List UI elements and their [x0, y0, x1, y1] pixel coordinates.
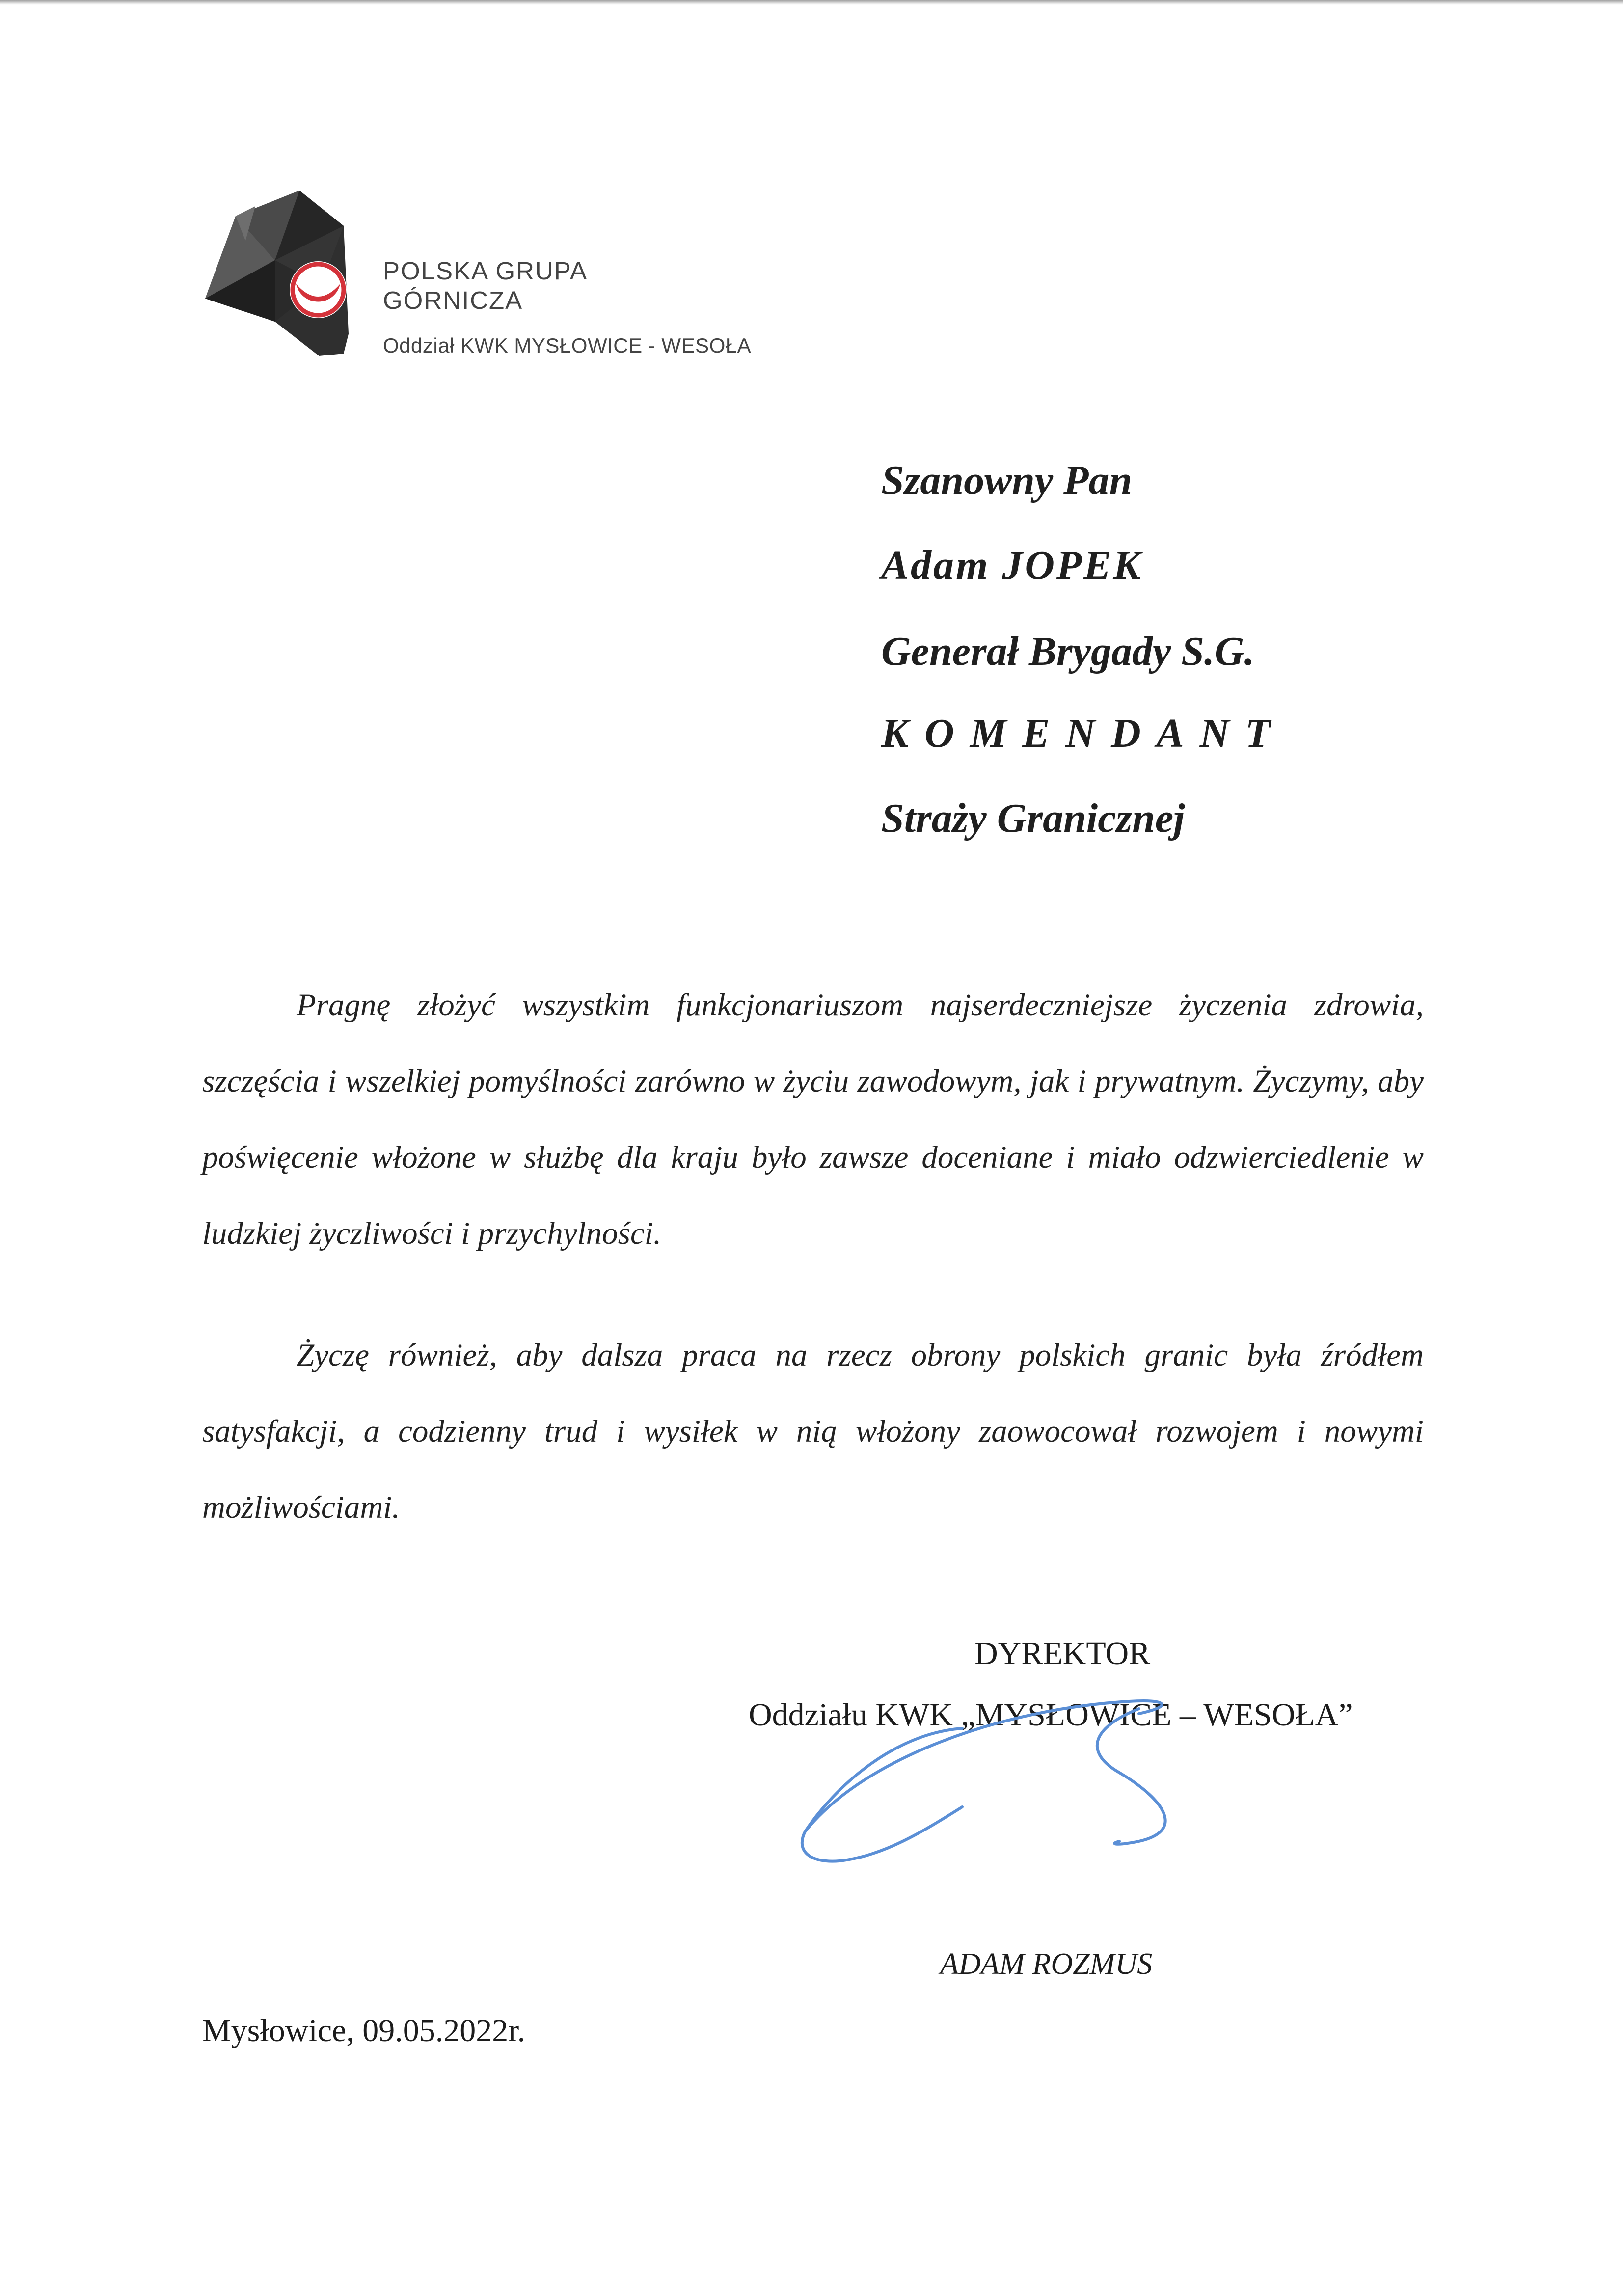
- recipient-position: KOMENDANT: [881, 711, 1286, 756]
- recipient-name: Adam JOPEK: [881, 543, 1143, 588]
- recipient-salutation: Szanowny Pan: [881, 458, 1133, 503]
- recipient-rank: Generał Brygady S.G.: [881, 629, 1255, 674]
- division-name: Oddział KWK MYSŁOWICE - WESOŁA: [383, 334, 752, 357]
- signer-name: ADAM ROZMUS: [940, 1947, 1153, 1981]
- pgg-logo-icon: [201, 187, 353, 356]
- company-name-line1: POLSKA GRUPA: [383, 257, 588, 285]
- recipient-institution: Straży Granicznej: [881, 795, 1185, 841]
- signer-department: Oddziału KWK „MYSŁOWICE – WESOŁA”: [749, 1697, 1353, 1733]
- letter-paragraph-1: Pragnę złożyć wszystkim funkcjonariuszom najserdeczniejsze życzenia zdrowia, szczęścia i wszelkiej pomyślności zarówno w życiu zawodowym, jak i prywatnym. Życzymy, aby poświęcenie włożone w służbę dla kraju było zawsze doceniane i miało odzwierciedlenie w ludzkiej życzliwości i przychylności.: [202, 987, 1424, 1251]
- scan-top-edge: [0, 0, 1623, 5]
- letter-paragraph-2: Życzę również, aby dalsza praca na rzecz obrony polskich granic była źródłem satysfakcji, a codzienny trud i wysiłek w nią włożony zaowocował rozwojem i nowymi możliwościami.: [202, 1338, 1424, 1525]
- signer-title: DYREKTOR: [974, 1636, 1151, 1671]
- place-and-date: Mysłowice, 09.05.2022r.: [202, 2013, 526, 2049]
- company-name-line2: GÓRNICZA: [383, 286, 523, 314]
